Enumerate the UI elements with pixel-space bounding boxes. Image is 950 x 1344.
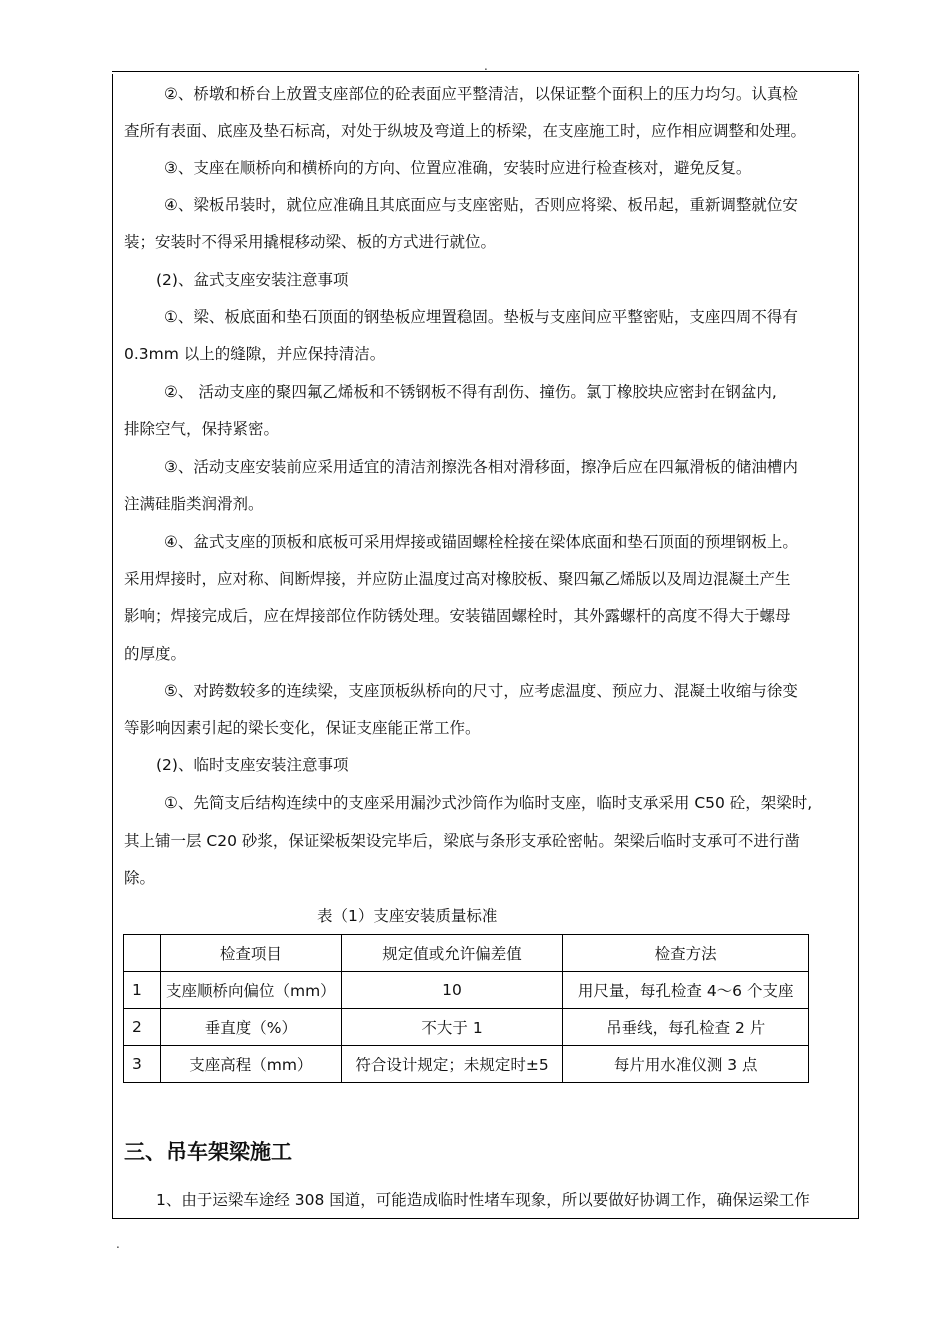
paragraph-line: 0.3mm 以上的缝隙，并应保持清洁。 <box>124 345 386 363</box>
paragraph-line: 注满硅脂类润滑剂。 <box>124 495 264 513</box>
table-cell: 垂直度（%） <box>160 1009 341 1046</box>
paragraph-line: ②、桥墩和桥台上放置支座部位的砼表面应平整清洁，以保证整个面积上的压力均匀。认真检 <box>164 85 798 103</box>
paragraph-line: ④、梁板吊装时，就位应准确且其底面应与支座密贴，否则应将梁、板吊起，重新调整就位安 <box>164 196 798 214</box>
table-cell: 不大于 1 <box>341 1009 563 1046</box>
table-row <box>124 1046 809 1083</box>
table-row <box>124 1009 809 1046</box>
page-top-dot: . <box>484 59 488 73</box>
subsection-heading: (2)、盆式支座安装注意事项 <box>156 271 349 289</box>
table-cell: 符合设计规定；未规定时±5 <box>341 1046 563 1083</box>
paragraph-line: ①、梁、板底面和垫石顶面的钢垫板应埋置稳固。垫板与支座间应平整密贴，支座四周不得有 <box>164 308 798 326</box>
paragraph-line: ③、活动支座安装前应采用适宜的清洁剂擦洗各相对滑移面，擦净后应在四氟滑板的储油槽内 <box>164 458 798 476</box>
paragraph-line: 1、由于运梁车途经 308 国道，可能造成临时性堵车现象，所以要做好协调工作，确保运梁工作 <box>156 1191 810 1209</box>
table-header-cell <box>124 935 161 972</box>
paragraph-line: ④、盆式支座的顶板和底板可采用焊接或锚固螺栓栓接在梁体底面和垫石顶面的预埋钢板上。 <box>164 533 798 551</box>
paragraph-line: 采用焊接时，应对称、间断焊接，并应防止温度过高对橡胶板、聚四氟乙烯版以及周边混凝土产生 <box>124 570 791 588</box>
table-cell: 支座顺桥向偏位（mm） <box>160 972 341 1009</box>
paragraph-line: ⑤、对跨数较多的连续梁，支座顶板纵桥向的尺寸，应考虑温度、预应力、混凝土收缩与徐变 <box>164 682 798 700</box>
table-cell: 每片用水准仪测 3 点 <box>563 1046 809 1083</box>
top-rule <box>112 71 859 72</box>
table-header-cell: 检查项目 <box>160 935 341 972</box>
paragraph-line: 影响；焊接完成后，应在焊接部位作防锈处理。安装锚固螺栓时，其外露螺杆的高度不得大于螺母 <box>124 607 791 625</box>
table-cell: 3 <box>124 1046 161 1083</box>
table-cell: 吊垂线，每孔检查 2 片 <box>563 1009 809 1046</box>
paragraph-line: ②、 活动支座的聚四氟乙烯板和不锈钢板不得有刮伤、撞伤。氯丁橡胶块应密封在钢盆内, <box>164 383 777 401</box>
table-cell: 用尺量，每孔检查 4～6 个支座 <box>563 972 809 1009</box>
table-row <box>124 972 809 1009</box>
table-caption: 表（1）支座安装质量标准 <box>317 907 498 925</box>
quality-standard-table <box>123 934 809 1083</box>
paragraph-line: 等影响因素引起的梁长变化，保证支座能正常工作。 <box>124 719 481 737</box>
table-cell: 1 <box>124 972 161 1009</box>
table-header-row <box>124 935 809 972</box>
section-heading: 三、吊车架梁施工 <box>124 1140 292 1164</box>
table-header-cell: 规定值或允许偏差值 <box>341 935 563 972</box>
subsection-heading: (2)、临时支座安装注意事项 <box>156 756 349 774</box>
table-cell: 10 <box>341 972 563 1009</box>
page-bottom-dot: . <box>116 1237 120 1251</box>
paragraph-line: 其上铺一层 C20 砂浆，保证梁板架设完毕后，梁底与条形支承砼密帖。架梁后临时支承可不进行凿 <box>124 832 800 850</box>
table-header-cell: 检查方法 <box>563 935 809 972</box>
table-cell: 支座高程（mm） <box>160 1046 341 1083</box>
table-cell: 2 <box>124 1009 161 1046</box>
paragraph-line: 除。 <box>124 869 156 887</box>
paragraph-line: ③、支座在顺桥向和横桥向的方向、位置应准确，安装时应进行检查核对，避免反复。 <box>164 159 752 177</box>
paragraph-line: 装；安装时不得采用撬棍移动梁、板的方式进行就位。 <box>124 233 497 251</box>
paragraph-line: ①、先简支后结构连续中的支座采用漏沙式沙筒作为临时支座，临时支承采用 C50 砼，架梁时, <box>164 794 813 812</box>
paragraph-line: 排除空气，保持紧密。 <box>124 420 280 438</box>
paragraph-line: 查所有表面、底座及垫石标高，对处于纵坡及弯道上的桥梁，在支座施工时，应作相应调整和处理。 <box>124 122 807 140</box>
paragraph-line: 的厚度。 <box>124 645 187 663</box>
